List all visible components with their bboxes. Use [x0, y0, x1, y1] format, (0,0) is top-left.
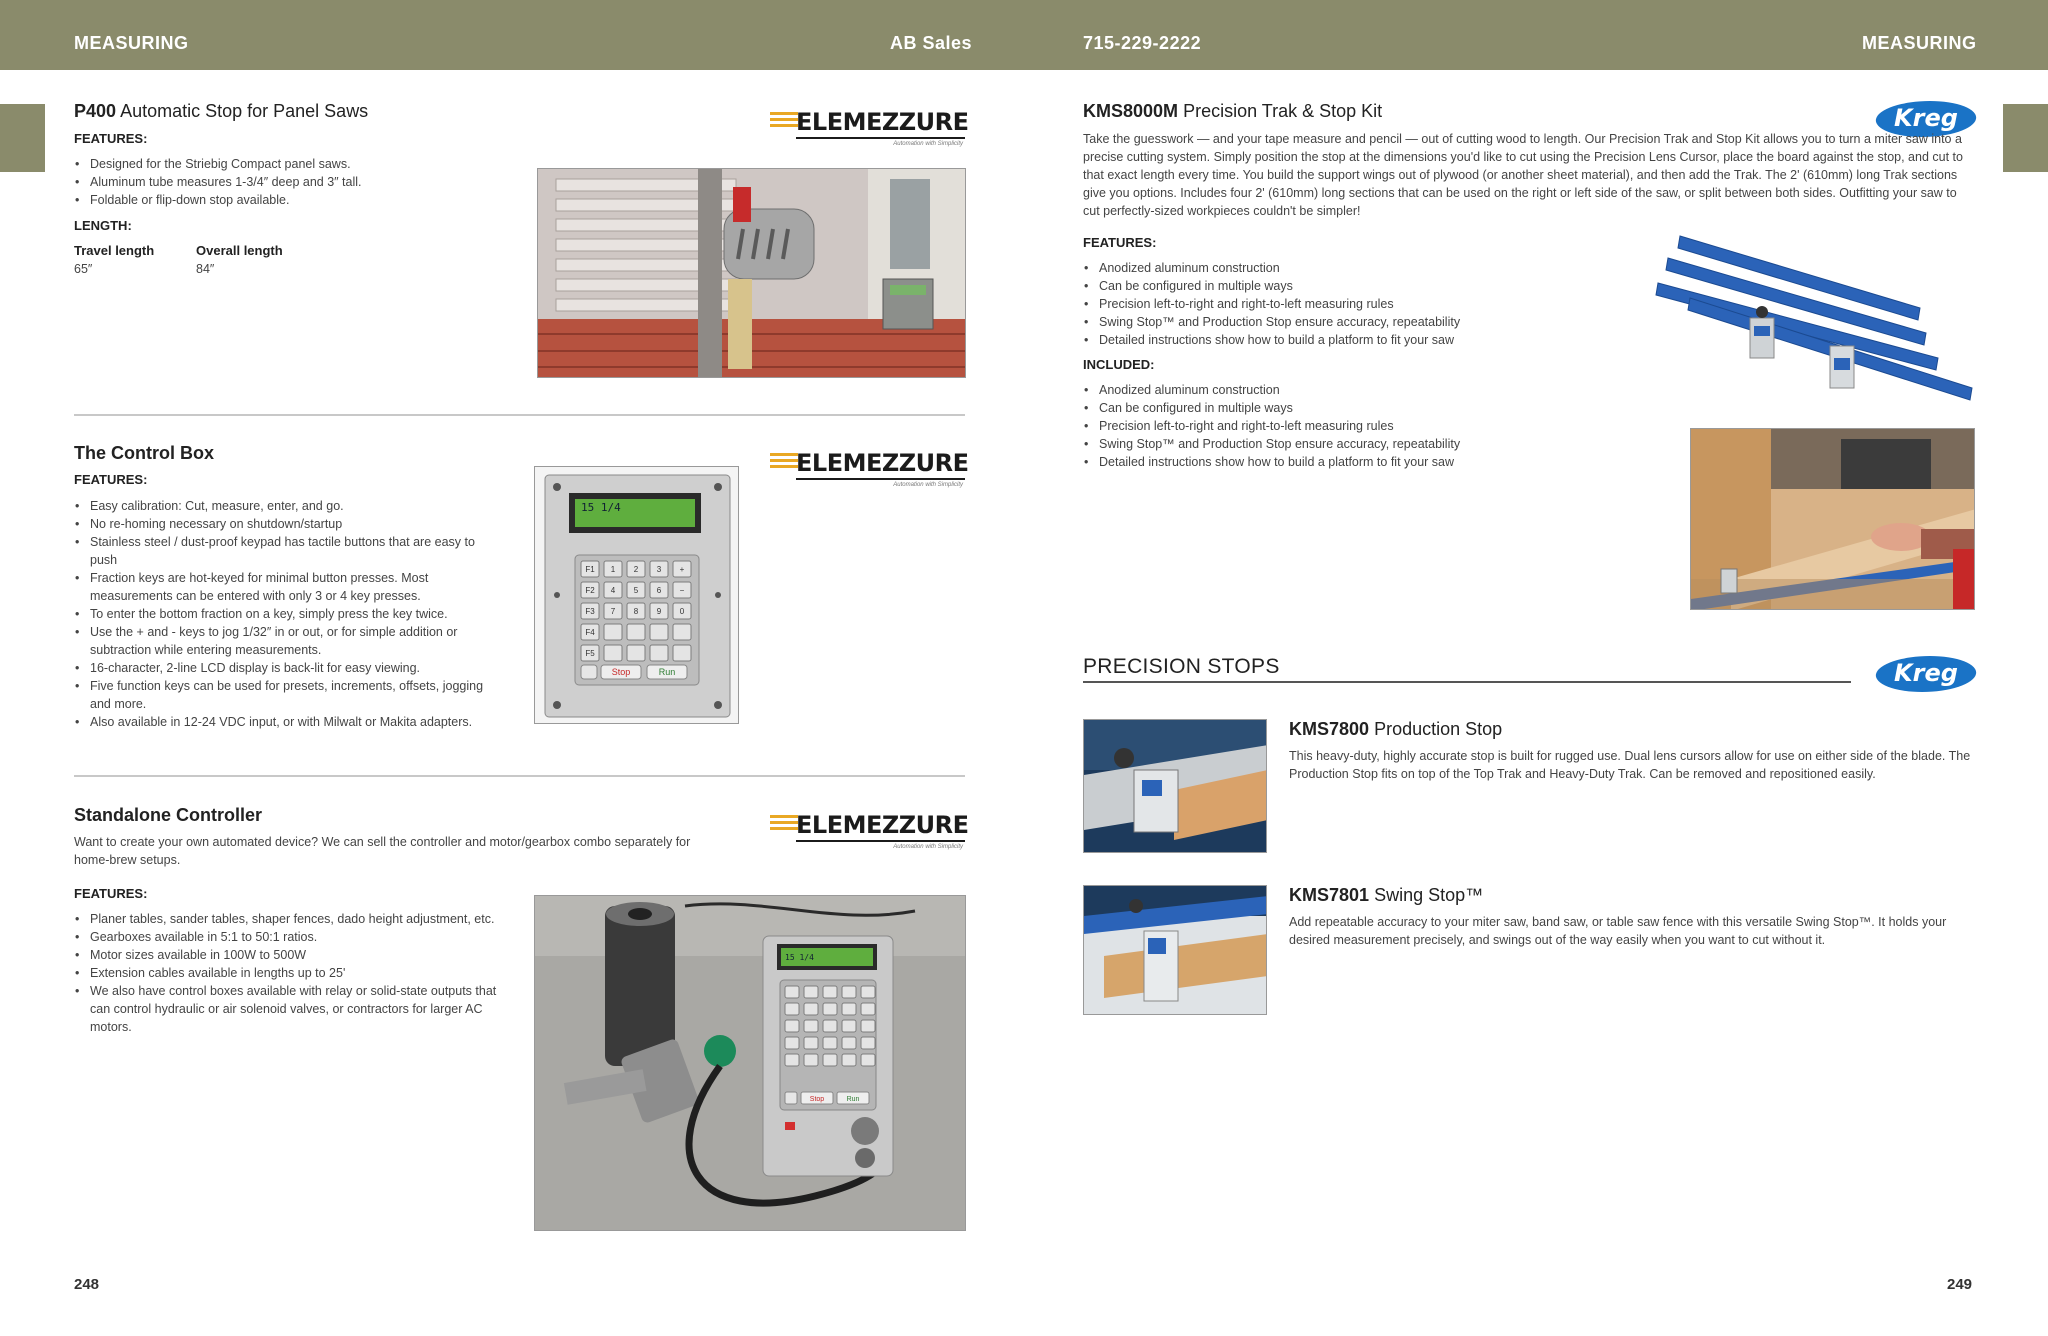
p400-travel-label: Travel length [74, 243, 155, 258]
keypad-key [861, 1037, 875, 1049]
kms8000m-model: KMS8000M [1083, 101, 1179, 121]
list-item: • Easy calibration: Cut, measure, enter, and go. [74, 497, 494, 515]
kms8000m-description: Take the guesswork — and your tape measure and pencil — out of cutting wood to length. Our Precision Trak and Stop Kit allows you to turn a miter saw into a precise cutting system. Simply position the stop at the dimensions you'd like to cut using the Precision Lens Cursor, place the board against the stop, and cut to that exact length every time. You build the support wings out of plywood (or another sheet material), and then add the Trak. The 2' (610mm) long Trak sections give you options. Includes four 2' (610mm) long sections that can be used on the right or left side of the saw, or split between both sides. Outfitting your saw to cut perfectly-sized workpieces couldn't be simpler! [1083, 132, 1963, 218]
keypad-key-label: 0 [679, 607, 685, 616]
elemezzure-logo: ELEMEZZURE Automation with Simplicity [770, 106, 965, 148]
run-key-label: Run [658, 667, 676, 677]
keypad-key [861, 1020, 875, 1032]
list-item: • Can be configured in multiple ways [1083, 277, 1603, 295]
keypad-key-label: 8 [633, 607, 639, 616]
page-number-left: 248 [74, 1276, 100, 1293]
keypad-key [842, 1054, 856, 1066]
section-title-left: MEASURING [74, 33, 189, 53]
keypad-key [861, 986, 875, 998]
p400-features-label: FEATURES: [74, 131, 148, 146]
keypad-key [785, 1054, 799, 1066]
page-edge-tab-left [0, 104, 45, 172]
list-item: • Detailed instructions show how to build a platform to fit your saw [1083, 453, 1603, 471]
keypad-key [804, 1020, 818, 1032]
trak-kit-photo [1650, 228, 1976, 408]
production-stop-photo [1083, 719, 1267, 853]
control-box-features-list [74, 497, 494, 731]
list-item: • Extension cables available in lengths up to 25' [74, 964, 514, 982]
keypad-key [861, 1003, 875, 1015]
keypad-key-label: 7 [610, 607, 616, 616]
swing-stop-photo [1083, 885, 1267, 1015]
keypad-key-label: + [679, 565, 685, 574]
keypad-key-label: 2 [633, 565, 639, 574]
list-item: • Detailed instructions show how to build a platform to fit your saw [1083, 331, 1603, 349]
list-item: • Planer tables, sander tables, shaper fences, dado height adjustment, etc. [74, 910, 514, 928]
section-title-right: MEASURING [1862, 33, 1977, 53]
p400-overall-label: Overall length [196, 243, 283, 258]
keypad-key [842, 1037, 856, 1049]
control-box-photo [534, 466, 739, 724]
list-item: • Swing Stop™ and Production Stop ensure accuracy, repeatability [1083, 313, 1603, 331]
company-name: AB Sales [890, 33, 973, 53]
keypad-key [861, 1054, 875, 1066]
control-box-features-label: FEATURES: [74, 472, 148, 487]
keypad-key-label: 9 [656, 607, 662, 616]
stop-key-label: Stop [611, 667, 631, 677]
kreg-logo: Kreg [1876, 101, 1976, 137]
keypad-key [823, 1003, 837, 1015]
list-item: • Stainless steel / dust-proof keypad has tactile buttons that are easy to push [74, 533, 494, 569]
keypad-key [673, 645, 691, 661]
kms7801-name: Swing Stop™ [1374, 885, 1484, 905]
keypad-key [842, 1003, 856, 1015]
kms7801-model: KMS7801 [1289, 885, 1370, 905]
keypad-key-label: F1 [585, 565, 595, 574]
p400-overall-value: 84″ [196, 262, 215, 276]
p400-model: P400 [74, 101, 117, 121]
list-item: • 16-character, 2-line LCD display is back-lit for easy viewing. [74, 659, 494, 677]
list-item: • Swing Stop™ and Production Stop ensure accuracy, repeatability [1083, 435, 1603, 453]
keypad-key [673, 624, 691, 640]
keypad-key [785, 986, 799, 998]
list-item: • Also available in 12-24 VDC input, or with Milwalt or Makita adapters. [74, 713, 494, 731]
run-key-label: Run [846, 1096, 860, 1103]
standalone-lcd-text: 15 1/4 [785, 953, 814, 962]
keypad-key [842, 1020, 856, 1032]
keypad-key-label: − [679, 586, 685, 595]
page-number-right: 249 [1947, 1276, 1973, 1293]
p400-travel-value: 65″ [74, 262, 93, 276]
precision-stops-heading: PRECISION STOPS [1083, 655, 1280, 678]
elemezzure-logo: ELEMEZZURE Automation with Simplicity [770, 447, 965, 489]
kms8000m-features-label: FEATURES: [1083, 235, 1157, 250]
keypad-key-label: F2 [585, 586, 595, 595]
phone-number: 715-229-2222 [1083, 33, 1202, 53]
keypad-key [804, 986, 818, 998]
list-item: • Designed for the Striebig Compact panel saws. [74, 155, 494, 173]
standalone-features-label: FEATURES: [74, 886, 148, 901]
keypad-key-label: 6 [656, 586, 662, 595]
kms7800-title [1289, 719, 1502, 740]
keypad-key [785, 1003, 799, 1015]
keypad-key-label: 3 [656, 565, 662, 574]
section-divider [74, 775, 965, 777]
p400-features-list [74, 155, 494, 209]
kms7800-description: This heavy-duty, highly accurate stop is built for rugged use. Dual lens cursors allow for use on either side of the blade. The Production Stop fits on top of the Top Trak and Heavy-Duty Trak. Can be removed and repositioned easily. [1289, 749, 1971, 781]
standalone-features-list [74, 910, 514, 1036]
standalone-controller-photo [534, 895, 966, 1231]
standalone-intro: Want to create your own automated device? We can sell the controller and motor/gearbox combo separately for home-brew setups. [74, 835, 691, 867]
list-item: • Anodized aluminum construction [1083, 381, 1603, 399]
list-item: • To enter the bottom fraction on a key, simply press the key twice. [74, 605, 494, 623]
keypad-key [650, 624, 668, 640]
list-item: • Aluminum tube measures 1-3/4″ deep and 3″ tall. [74, 173, 494, 191]
list-item: • Gearboxes available in 5:1 to 50:1 ratios. [74, 928, 514, 946]
keypad-key [604, 645, 622, 661]
keypad-key [804, 1054, 818, 1066]
list-item: • Five function keys can be used for presets, increments, offsets, jogging and more. [74, 677, 494, 713]
kms8000m-features-list [1083, 259, 1603, 349]
keypad-key [842, 986, 856, 998]
keypad-key [823, 1020, 837, 1032]
keypad-key [823, 1054, 837, 1066]
p400-product-photo [537, 168, 966, 378]
list-item: • Motor sizes available in 100W to 500W [74, 946, 514, 964]
elemezzure-logo: ELEMEZZURE Automation with Simplicity [770, 809, 965, 851]
keypad-key [823, 1037, 837, 1049]
keypad-key [627, 624, 645, 640]
keypad-key-label: 1 [610, 565, 616, 574]
control-box-lcd-text: 15 1/4 [581, 501, 621, 514]
p400-length-label: LENGTH: [74, 218, 132, 233]
miter-saw-trak-photo [1690, 428, 1975, 610]
list-item: • No re-homing necessary on shutdown/startup [74, 515, 494, 533]
keypad-key [785, 1020, 799, 1032]
keypad-key [627, 645, 645, 661]
stop-key-label: Stop [809, 1096, 825, 1103]
keypad-key-label: F5 [585, 649, 595, 658]
keypad-key-label: 5 [633, 586, 639, 595]
section-divider [74, 414, 965, 416]
keypad-key [604, 624, 622, 640]
page-edge-tab-right [2003, 104, 2048, 172]
list-item: • Precision left-to-right and right-to-left measuring rules [1083, 417, 1603, 435]
keypad-key-label: F3 [585, 607, 595, 616]
precision-stops-underline [1083, 681, 1851, 683]
kms7801-description: Add repeatable accuracy to your miter saw, band saw, or table saw fence with this versatile Swing Stop™. It holds your desired measurement precisely, and swings out of the way easily when you want to cut without it. [1289, 915, 1947, 947]
kms7801-title [1289, 885, 1483, 906]
keypad-key [804, 1037, 818, 1049]
list-item: • Fraction keys are hot-keyed for minimal button presses. Most measurements can be entered with only 3 or 4 key presses. [74, 569, 494, 605]
kms7800-name: Production Stop [1374, 719, 1503, 739]
standalone-title: Standalone Controller [74, 805, 263, 825]
list-item: • Can be configured in multiple ways [1083, 399, 1603, 417]
kms7800-model: KMS7800 [1289, 719, 1370, 739]
keypad-key [823, 986, 837, 998]
keypad-key-label: F4 [585, 628, 595, 637]
kms8000m-title [1083, 101, 1382, 122]
list-item: • Anodized aluminum construction [1083, 259, 1603, 277]
keypad-key [785, 1037, 799, 1049]
list-item: • Precision left-to-right and right-to-left measuring rules [1083, 295, 1603, 313]
list-item: • Use the + and - keys to jog 1/32″ in or out, or for simple addition or subtraction while entering measurements. [74, 623, 494, 659]
kms8000m-name: Precision Trak & Stop Kit [1183, 101, 1383, 121]
kreg-logo: Kreg [1876, 656, 1976, 692]
kms8000m-included-list [1083, 381, 1603, 471]
p400-name: Automatic Stop for Panel Saws [120, 101, 369, 121]
p400-title [74, 101, 368, 122]
kms8000m-included-label: INCLUDED: [1083, 357, 1155, 372]
control-box-title: The Control Box [74, 443, 214, 463]
keypad-key [804, 1003, 818, 1015]
list-item: • We also have control boxes available with relay or solid-state outputs that can control hydraulic or air solenoid valves, or contractors for larger AC motors. [74, 982, 514, 1036]
keypad-key-label: 4 [610, 586, 616, 595]
header-bar [0, 0, 2048, 70]
list-item: • Foldable or flip-down stop available. [74, 191, 494, 209]
keypad-key [650, 645, 668, 661]
